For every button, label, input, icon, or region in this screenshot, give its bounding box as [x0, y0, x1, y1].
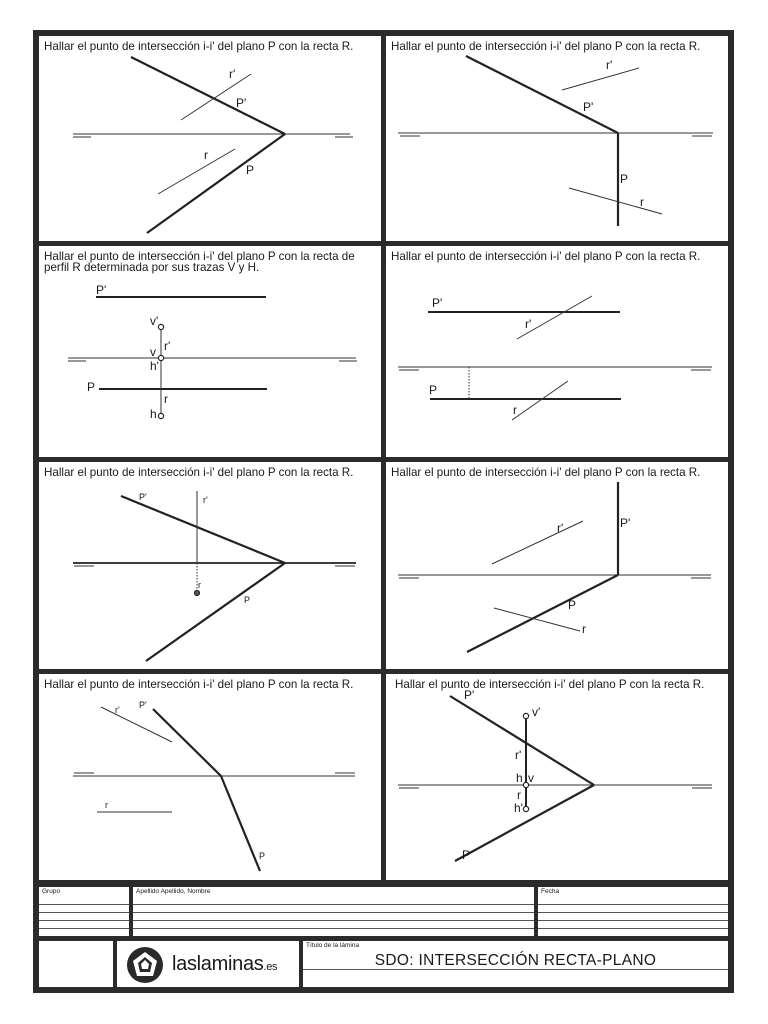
date-field[interactable] [538, 887, 728, 936]
laslaminas-logo-icon [123, 943, 169, 987]
label-v: v [150, 345, 156, 359]
label-p-prime: P' [432, 296, 443, 310]
exercise-statement: Hallar el punto de intersección i-i' del plano P con la recta R. [391, 466, 701, 479]
label-p-prime: P' [139, 700, 147, 710]
exercise-7-drawing [39, 674, 381, 880]
label-p: P [620, 172, 629, 186]
blank-cell [39, 941, 113, 987]
label-r: r [198, 580, 201, 590]
label-v-prime: v' [532, 705, 541, 719]
exercise-statement: Hallar el punto de intersección i-i' del plano P con la recta R. [44, 678, 354, 691]
sheet-title: SDO: INTERSECCIÓN RECTA-PLANO [374, 952, 657, 969]
label-r-prime: r' [229, 67, 236, 81]
writing-lines [133, 897, 534, 936]
brand-suffix: .es [263, 961, 278, 973]
label-r-prime: r' [606, 58, 613, 72]
label-v: v [528, 771, 534, 785]
label-r-prime: r' [203, 495, 208, 505]
exercise-7 [39, 674, 381, 880]
label-r-prime: r' [557, 521, 564, 535]
label-p: P [259, 851, 266, 861]
exercise-5 [39, 462, 381, 669]
label-p-prime: P' [96, 283, 107, 297]
brand-name [172, 951, 277, 980]
label-r-prime: r' [515, 748, 522, 762]
label-p: P [568, 598, 577, 612]
writing-lines [538, 897, 728, 936]
label-v-prime: v' [150, 314, 159, 328]
exercise-statement: Hallar el punto de intersección i-i' del plano P con la recta R. [44, 466, 354, 479]
exercise-statement: Hallar el punto de intersección i-i' del plano P con la recta de perfil R determinada por sus trazas V y H. [44, 250, 355, 274]
label-p-prime: P' [236, 96, 247, 110]
label-r: r [105, 800, 108, 810]
exercise-1 [39, 36, 381, 241]
exercise-2 [386, 36, 728, 241]
exercise-6-drawing [386, 462, 728, 669]
label-p-prime: P' [620, 516, 631, 530]
date-label: Fecha [541, 888, 560, 895]
sheet-title-field [303, 941, 728, 987]
label-r: r [204, 148, 208, 162]
brand-text: laslaminas [172, 953, 264, 975]
exercise-statement: Hallar el punto de intersección i-i' del plano P con la recta R. [395, 678, 705, 691]
exercise-3 [39, 246, 381, 457]
exercise-4 [386, 246, 728, 457]
label-h-prime: h' [150, 359, 159, 373]
brand-logo [117, 941, 299, 987]
exercise-statement: Hallar el punto de intersección i-i' del plano P con la recta R. [44, 40, 354, 53]
label-p: P [244, 595, 251, 605]
label-r: r [582, 622, 586, 636]
label-p: P [246, 163, 255, 177]
exercise-3-drawing [39, 246, 381, 457]
label-p: P [429, 383, 438, 397]
writing-lines [39, 897, 129, 936]
label-p-prime: P' [583, 100, 594, 114]
label-r: r [164, 392, 168, 406]
sheet-title-label: Título de la lámina [306, 942, 360, 949]
label-r-prime: r' [115, 705, 120, 715]
label-r-prime: r' [525, 317, 532, 331]
exercise-5-drawing [39, 462, 381, 669]
exercise-4-drawing [386, 246, 728, 457]
exercise-8 [386, 674, 728, 880]
label-p: P [87, 380, 96, 394]
exercise-statement: Hallar el punto de intersección i-i' del plano P con la recta R. [391, 40, 701, 53]
group-label: Grupo [42, 888, 61, 895]
label-p-prime: P' [464, 688, 475, 702]
exercise-2-drawing [386, 36, 728, 241]
exercise-6 [386, 462, 728, 669]
exercise-1-drawing [39, 36, 381, 241]
exercise-statement: Hallar el punto de intersección i-i' del plano P con la recta R. [391, 250, 701, 263]
drawing-sheet [33, 30, 734, 993]
name-field[interactable] [133, 887, 534, 936]
name-label: Apellido Apellido, Nombre [136, 888, 211, 895]
label-p-prime: P' [139, 492, 147, 502]
group-field[interactable] [39, 887, 129, 936]
label-p: P [462, 848, 471, 862]
label-h: h [150, 407, 157, 421]
label-r-prime: r' [164, 339, 171, 353]
exercise-8-drawing [386, 674, 728, 880]
label-r: r [513, 403, 517, 417]
label-r: r [517, 788, 521, 802]
title-underline [303, 969, 728, 970]
label-h: h [516, 771, 523, 785]
label-h-prime: h' [514, 801, 523, 815]
label-r: r [640, 195, 644, 209]
